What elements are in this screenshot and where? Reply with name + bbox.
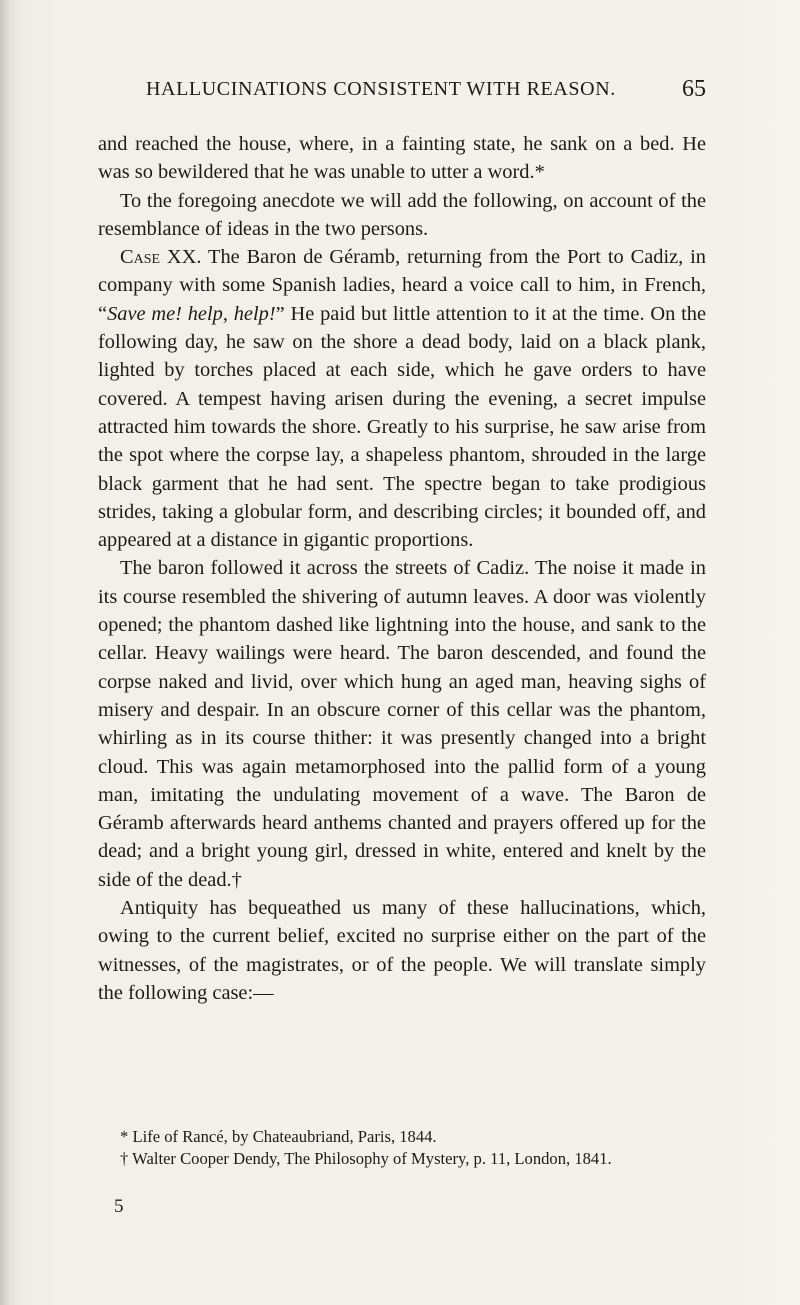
paragraph-antiquity: Antiquity has bequeathed us many of these hallucinations, which, owing to the current belief, excited no surprise either on the part of the witnesses, of the magistrates, or of the people. We will translate simply the following case:— bbox=[98, 897, 706, 1004]
paragraph-baron-followed: The baron followed it across the streets of Cadiz. The noise it made in its course resembled the shivering of autumn leaves. A door was violently opened; the phantom dashed like lightning into the house, and sank to the cellar. Heavy wailings were heard. The baron descended, and found the corpse naked and livid, over which hung an aged man, heaving sighs of misery and despair. In an obscure corner of this cellar was the phantom, whirling as in its course thither: it was presently changed into a bright cloud. This was again metamorphosed into the pallid form of a young man, imitating the undulating movement of a wave. The Baron de Géramb afterwards heard anthems chanted and prayers offered up for the dead; and a bright young girl, dressed in white, entered and knelt by the side of the dead.† bbox=[98, 557, 706, 891]
quoted-cry: Save me! help, help! bbox=[107, 302, 276, 325]
footnote-1: * Life of Rancé, by Chateaubriand, Paris, 1844. bbox=[120, 1127, 437, 1146]
footnotes bbox=[98, 1126, 706, 1170]
running-head bbox=[146, 78, 706, 108]
running-title: HALLUCINATIONS CONSISTENT WITH REASON. bbox=[146, 78, 616, 100]
case-text-rest: ” He paid but little attention to it at the time. On the following day, he saw on the shore a dead body, laid on a black plank, lighted by torches placed at each side, which he gave orders to have covered. A tempest having arisen during the evening, a secret impulse attracted him towards the shore. Greatly to his surprise, he saw arise from the spot where the corpse lay, a shapeless phantom, shrouded in the large black garment that he had sent. The spectre began to take prodigious strides, taking a globular form, and describing circles; it bounded off, and appeared at a distance in gigantic proportions. bbox=[98, 302, 706, 552]
case-label: Case XX. bbox=[120, 246, 202, 269]
case-text-start: The Baron de Géramb, returning from the Port to Cadiz, in company with some Spanish ladies, heard a voice call to him, in French, “ bbox=[98, 246, 706, 325]
paragraph-intro: To the foregoing anecdote we will add the following, on account of the resemblance of ideas in the two persons. bbox=[98, 189, 706, 240]
signature-mark: 5 bbox=[114, 1196, 124, 1217]
footnote-2: † Walter Cooper Dendy, The Philosophy of Mystery, p. 11, London, 1841. bbox=[120, 1149, 612, 1168]
body-text bbox=[98, 130, 706, 1007]
page-number: 65 bbox=[682, 76, 706, 102]
paragraph-continuation: and reached the house, where, in a fainting state, he sank on a bed. He was so bewildered that he was unable to utter a word.* bbox=[98, 133, 706, 184]
paragraph-case-xx bbox=[98, 243, 706, 554]
